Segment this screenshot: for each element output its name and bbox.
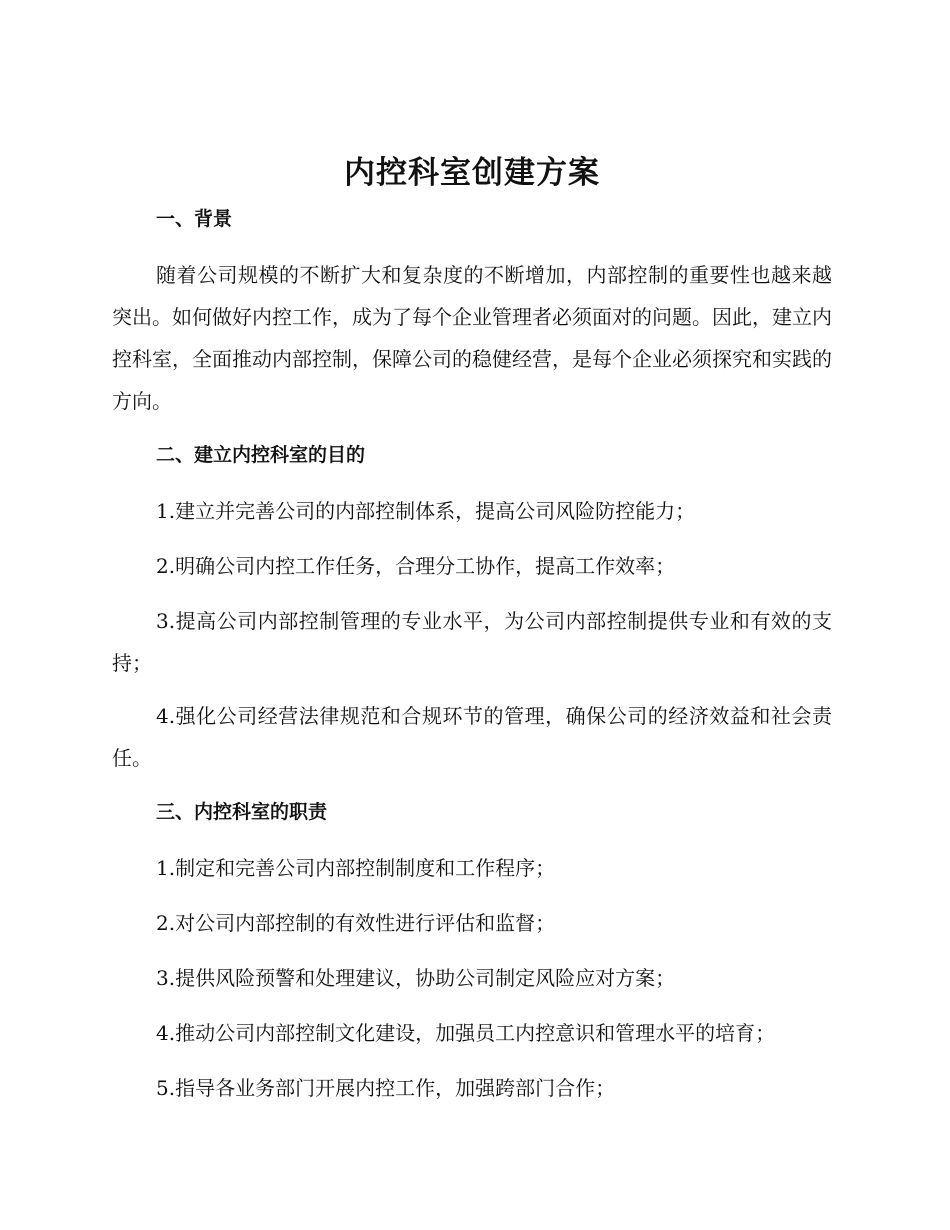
- document-title: 内控科室创建方案: [344, 155, 600, 191]
- list-item: 2.对公司内部控制的有效性进行评估和监督；: [156, 911, 556, 935]
- list-item: 1.制定和完善公司内部控制制度和工作程序；: [156, 856, 556, 880]
- list-item: 5.指导各业务部门开展内控工作，加强跨部门合作；: [156, 1076, 616, 1100]
- list-item: 3.提高公司内部控制管理的专业水平，为公司内部控制提供专业和有效的支持；: [112, 609, 832, 675]
- section-heading: 三、内控科室的职责: [156, 801, 328, 823]
- list-item: 4.强化公司经营法律规范和合规环节的管理，确保公司的经济效益和社会责任。: [112, 704, 832, 770]
- section-background: [112, 204, 832, 422]
- document-page: [112, 148, 832, 1122]
- section-heading: 二、建立内控科室的目的: [156, 444, 366, 466]
- list-item: 1.建立并完善公司的内部控制体系，提高公司风险防控能力；: [156, 499, 696, 523]
- list-item: 2.明确公司内控工作任务，合理分工协作，提高工作效率；: [156, 554, 676, 578]
- section-duties: [112, 797, 832, 1109]
- paragraph: 随着公司规模的不断扩大和复杂度的不断增加，内部控制的重要性也越来越突出。如何做好内控工作，成为了每个企业管理者必须面对的问题。因此，建立内控科室，全面推动内部控制，保障公司的稳健经营，是每个企业必须探究和实践的方向。: [112, 263, 832, 413]
- section-heading: 一、背景: [156, 208, 233, 230]
- list-item: 3.提供风险预警和处理建议，协助公司制定风险应对方案；: [156, 966, 676, 990]
- list-item: 4.推动公司内部控制文化建设，加强员工内控意识和管理水平的培育；: [156, 1021, 776, 1045]
- section-purpose: [112, 440, 832, 779]
